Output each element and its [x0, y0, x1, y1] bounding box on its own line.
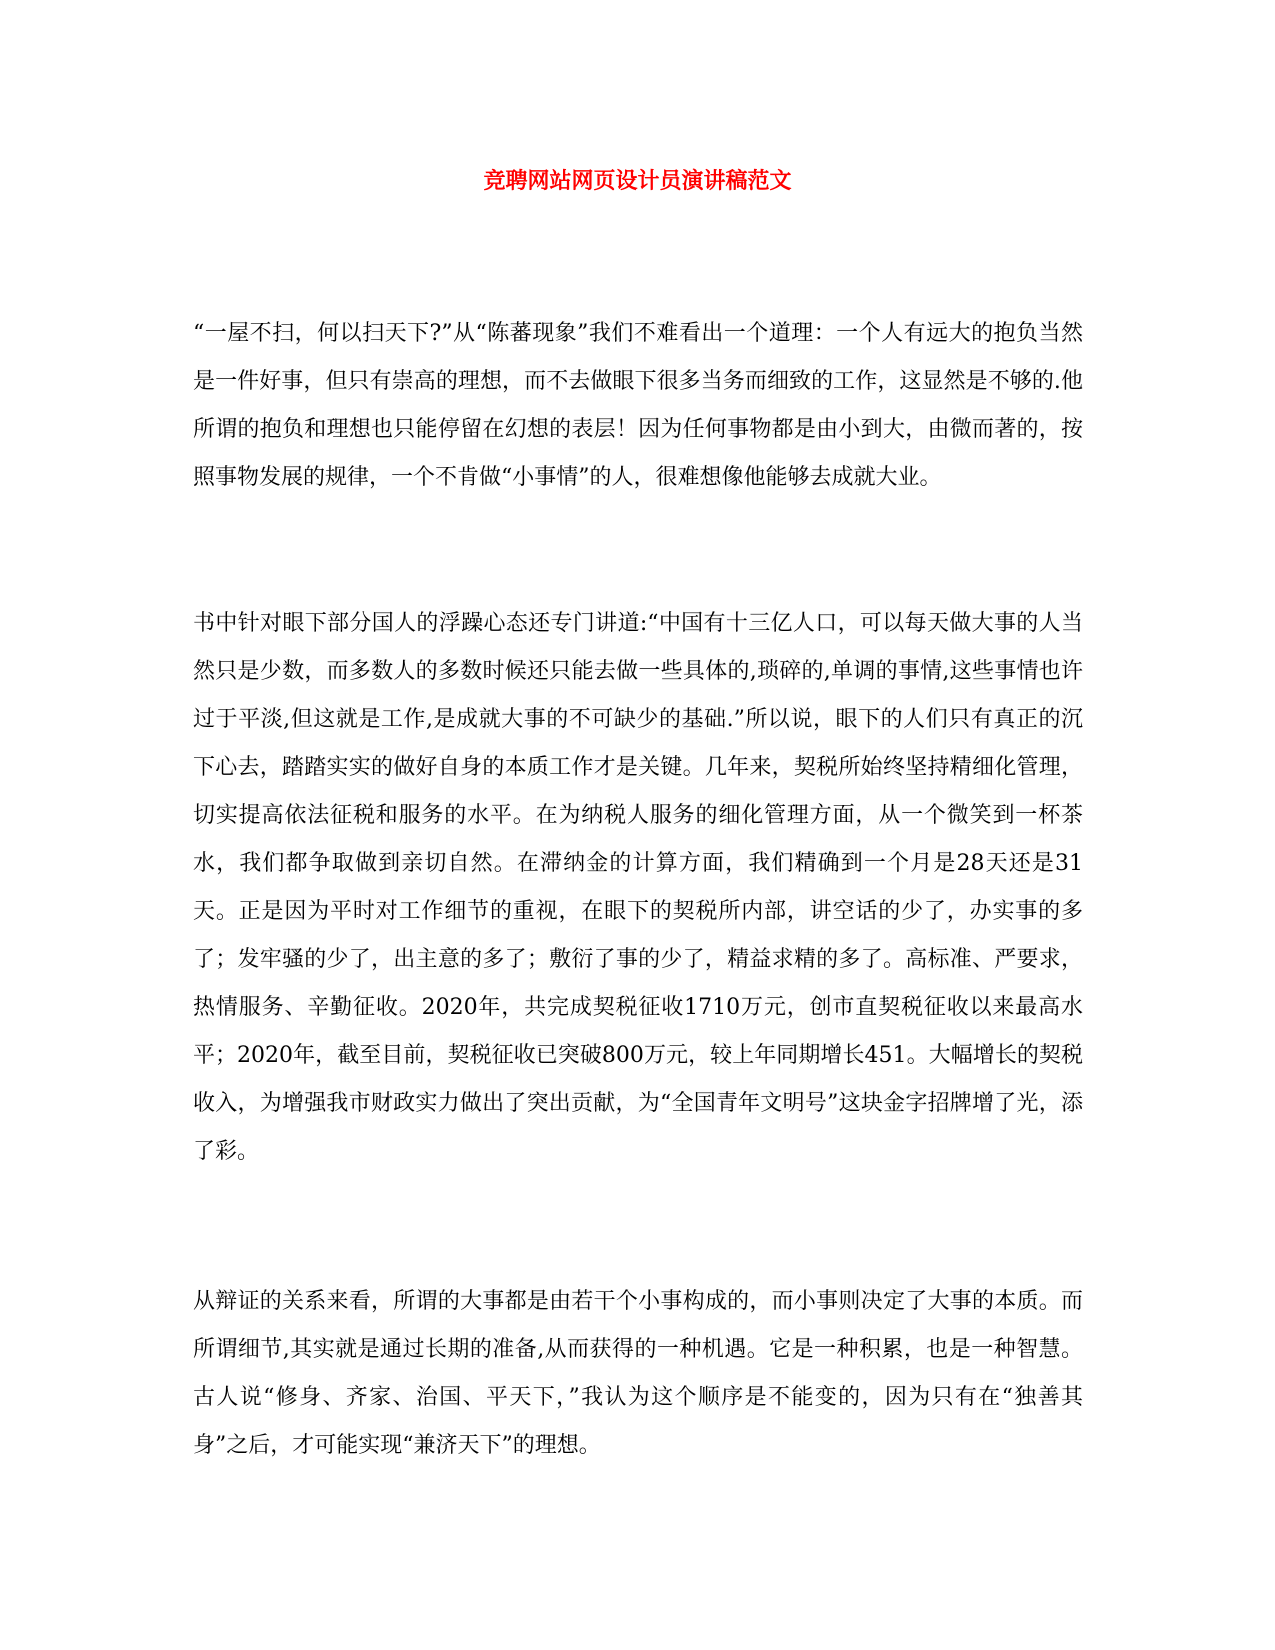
paragraph-3: 从辩证的关系来看，所谓的大事都是由若干个小事构成的，而小事则决定了大事的本质。而所谓细节,其实就是通过长期的准备,从而获得的一种机遇。它是一种积累，也是一种智慧。古人说“修身、齐家、治国、平天下，”我认为这个顺序是不能变的，因为只有在“独善其身”之后，才可能实现“兼济天下”的理想。: [193, 1289, 1083, 1458]
document-title: 竞聘网站网页设计员演讲稿范文: [483, 168, 792, 194]
paragraph-1: “一屋不扫，何以扫天下?”从“陈蕃现象”我们不难看出一个道理：一个人有远大的抱负当然是一件好事，但只有崇高的理想，而不去做眼下很多当务而细致的工作，这显然是不够的.他所谓的抱负和理想也只能停留在幻想的表层！因为任何事物都是由小到大，由微而著的，按照事物发展的规律，一个不肯做“小事情”的人，很难想像他能够去成就大业。: [193, 321, 1083, 490]
paragraph-2: 书中针对眼下部分国人的浮躁心态还专门讲道:“中国有十三亿人口，可以每天做大事的人当然只是少数，而多数人的多数时候还只能去做一些具体的,琐碎的,单调的事情,这些事情也许过于平淡,但这就是工作,是成就大事的不可缺少的基础.”所以说，眼下的人们只有真正的沉下心去，踏踏实实的做好自身的本质工作才是关键。几年来，契税所始终坚持精细化管理，切实提高依法征税和服务的水平。在为纳税人服务的细化管理方面，从一个微笑到一杯茶水，我们都争取做到亲切自然。在滞纳金的计算方面，我们精确到一个月是28天还是31天。正是因为平时对工作细节的重视，在眼下的契税所内部，讲空话的少了，办实事的多了；发牢骚的少了，出主意的多了；敷衍了事的少了，精益求精的多了。高标准、严要求，热情服务、辛勤征收。2020年，共完成契税征收1710万元，创市直契税征收以来最高水平；2020年，截至目前，契税征收已突破800万元，较上年同期增长451。大幅增长的契税收入，为增强我市财政实力做出了突出贡献，为“全国青年文明号”这块金字招牌增了光，添了彩。: [193, 611, 1083, 1164]
